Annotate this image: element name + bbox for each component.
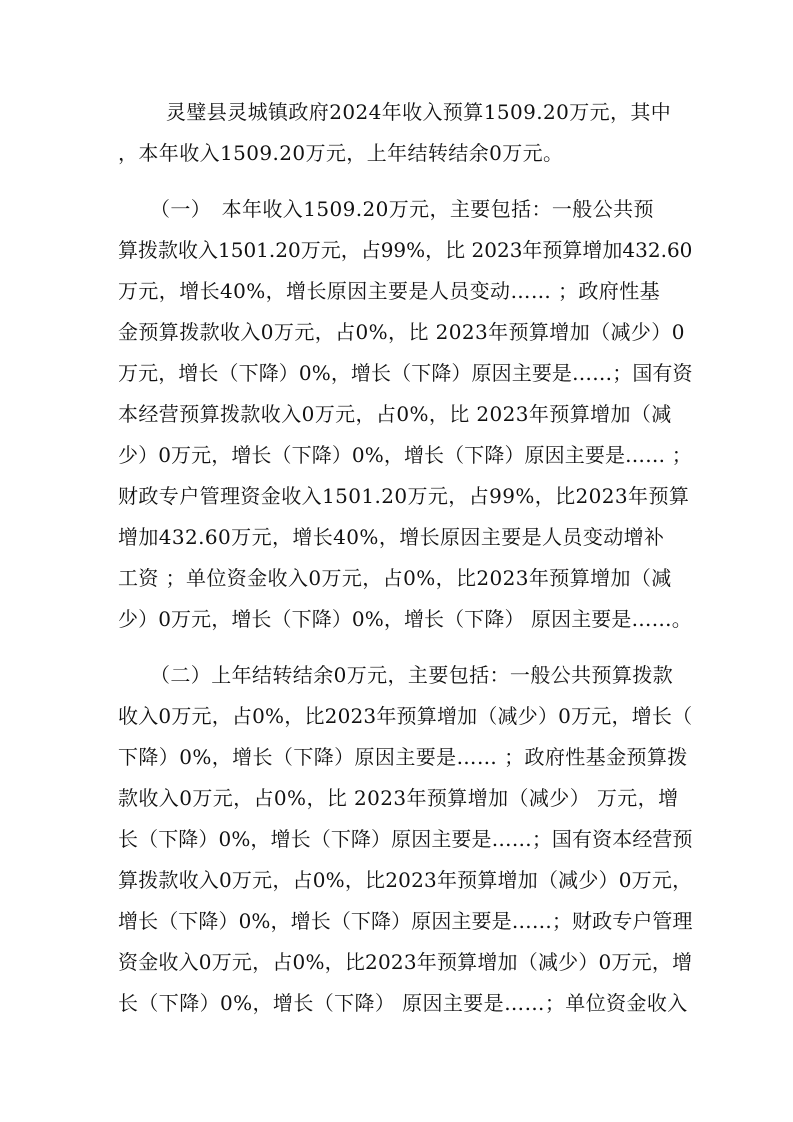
text-line: 长（下降）0%，增长（下降） 原因主要是……；单位资金收入 [118, 991, 688, 1015]
text-line: 增长（下降）0%，增长（下降）原因主要是……；财政专户管理 [118, 909, 693, 933]
text-line: 少）0万元，增长（下降）0%，增长（下降） 原因主要是……。 [118, 607, 692, 631]
text-line: 万元，增长（下降）0%，增长（下降）原因主要是……；国有资 [118, 361, 693, 385]
text-line: （二）上年结转结余0万元，主要包括：一般公共预算拨款 [150, 663, 674, 687]
text-line: 财政专户管理资金收入1501.20万元，占99%，比2023年预算 [118, 484, 690, 508]
text-line: 收入0万元，占0%，比2023年预算增加（减少）0万元，增长（ [118, 704, 693, 728]
text-line: 长（下降）0%，增长（下降）原因主要是……；国有资本经营预 [118, 827, 693, 851]
text-line: 金预算拨款收入0万元，占0%，比 2023年预算增加（减少）0 [118, 320, 685, 344]
text-line: 本经营预算拨款收入0万元，占0%，比 2023年预算增加（减 [118, 402, 672, 426]
text-line: 下降）0%，增长（下降）原因主要是…… ；政府性基金预算拨 [118, 745, 688, 769]
text-line: 算拨款收入1501.20万元，占99%，比 2023年预算增加432.60 [118, 238, 693, 262]
text-line: 工资 ；单位资金收入0万元，占0%，比2023年预算增加（减 [118, 566, 672, 590]
text-line: 资金收入0万元，占0%，比2023年预算增加（减少）0万元，增 [118, 950, 693, 974]
text-line: ，本年收入1509.20万元，上年结转结余0万元。 [118, 141, 564, 165]
text-line: 少）0万元，增长（下降）0%，增长（下降）原因主要是…… ； [118, 443, 692, 467]
text-line: 增加432.60万元，增长40%，增长原因主要是人员变动增补 [118, 525, 665, 549]
text-line: 款收入0万元，占0%，比 2023年预算增加（减少） 万元，增 [118, 786, 679, 810]
text-line: 算拨款收入0万元，占0%，比2023年预算增加（减少）0万元， [118, 868, 693, 892]
text-line: （一） 本年收入1509.20万元，主要包括：一般公共预 [150, 197, 654, 221]
text-line: 万元，增长40%，增长原因主要是人员变动…… ；政府性基 [118, 279, 661, 303]
text-line: 灵璧县灵城镇政府2024年收入预算1509.20万元，其中 [166, 100, 672, 124]
